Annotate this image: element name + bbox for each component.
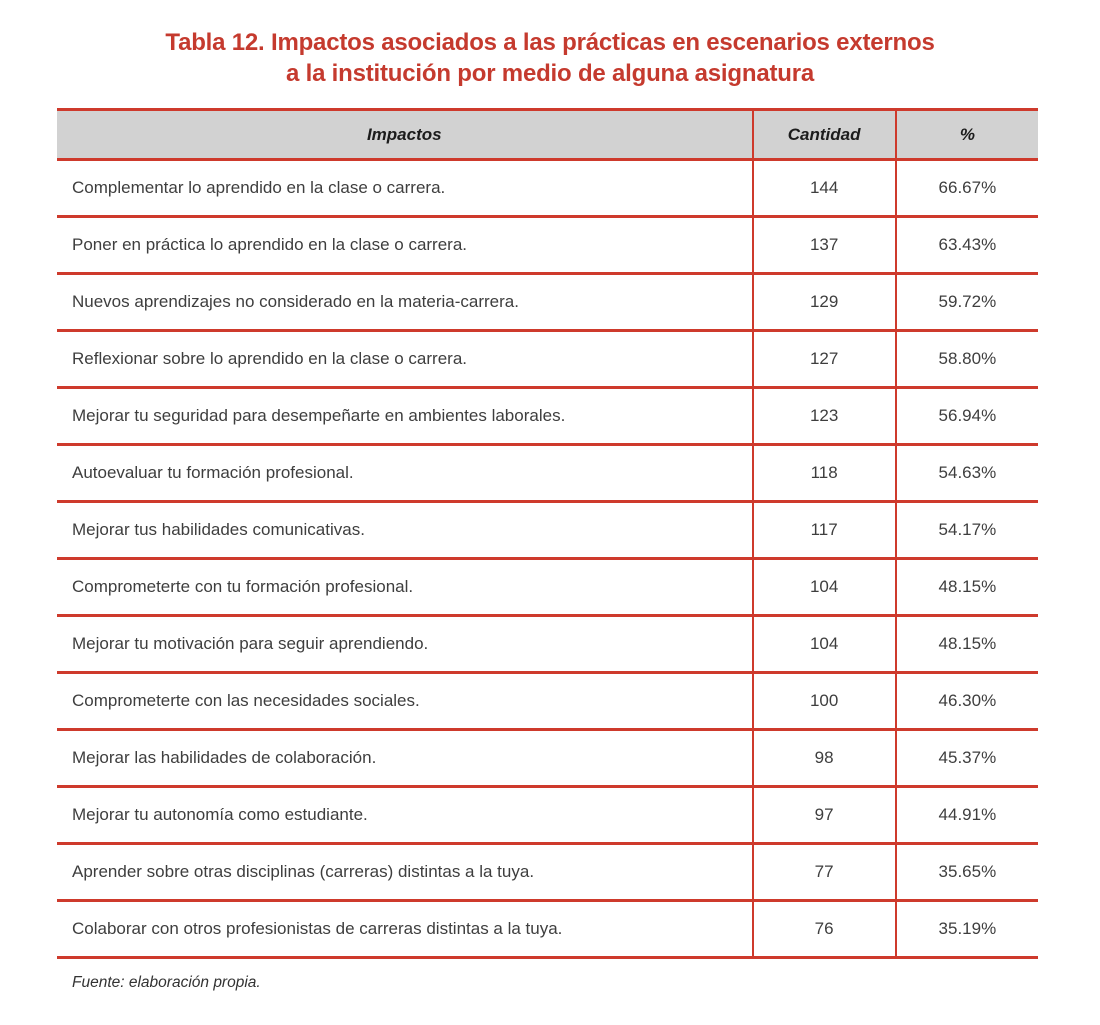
cantidad-cell: 127 (753, 331, 896, 388)
table-row (57, 559, 1038, 616)
percent-cell: 35.19% (896, 901, 1038, 958)
table-row (57, 502, 1038, 559)
percent-cell: 54.17% (896, 502, 1038, 559)
impact-cell: Comprometerte con las necesidades sociales. (57, 673, 753, 730)
table-title-line1: Tabla 12. Impactos asociados a las prácticas en escenarios externos (165, 29, 935, 56)
column-header-percent: % (896, 110, 1038, 160)
column-header-impactos: Impactos (57, 110, 753, 160)
cantidad-cell: 76 (753, 901, 896, 958)
table-row (57, 331, 1038, 388)
column-header-cantidad: Cantidad (753, 110, 896, 160)
impact-cell: Mejorar tu seguridad para desempeñarte en ambientes laborales. (57, 388, 753, 445)
percent-cell: 58.80% (896, 331, 1038, 388)
cantidad-cell: 98 (753, 730, 896, 787)
cantidad-cell: 117 (753, 502, 896, 559)
percent-cell: 63.43% (896, 217, 1038, 274)
impact-cell: Mejorar tu motivación para seguir aprendiendo. (57, 616, 753, 673)
cantidad-cell: 129 (753, 274, 896, 331)
percent-cell: 46.30% (896, 673, 1038, 730)
impact-cell: Autoevaluar tu formación profesional. (57, 445, 753, 502)
cantidad-cell: 137 (753, 217, 896, 274)
percent-cell: 54.63% (896, 445, 1038, 502)
impact-cell: Reflexionar sobre lo aprendido en la clase o carrera. (57, 331, 753, 388)
cantidad-cell: 144 (753, 160, 896, 217)
percent-cell: 48.15% (896, 616, 1038, 673)
cantidad-cell: 123 (753, 388, 896, 445)
impacts-table-container (57, 108, 1038, 959)
table-row (57, 673, 1038, 730)
table-row (57, 901, 1038, 958)
cantidad-cell: 118 (753, 445, 896, 502)
table-header-row (57, 110, 1038, 160)
cantidad-cell: 100 (753, 673, 896, 730)
table-row (57, 844, 1038, 901)
source-note: Fuente: elaboración propia. (72, 974, 261, 991)
page-title (0, 0, 1100, 89)
percent-cell: 48.15% (896, 559, 1038, 616)
table-row (57, 616, 1038, 673)
table-row (57, 274, 1038, 331)
cantidad-cell: 77 (753, 844, 896, 901)
percent-cell: 45.37% (896, 730, 1038, 787)
impact-cell: Mejorar tu autonomía como estudiante. (57, 787, 753, 844)
table-row (57, 445, 1038, 502)
cantidad-cell: 97 (753, 787, 896, 844)
table-row (57, 160, 1038, 217)
impact-cell: Mejorar tus habilidades comunicativas. (57, 502, 753, 559)
percent-cell: 35.65% (896, 844, 1038, 901)
table-title-line2: a la institución por medio de alguna asignatura (285, 60, 815, 87)
cantidad-cell: 104 (753, 616, 896, 673)
impact-cell: Aprender sobre otras disciplinas (carreras) distintas a la tuya. (57, 844, 753, 901)
cantidad-cell: 104 (753, 559, 896, 616)
impact-cell: Colaborar con otros profesionistas de carreras distintas a la tuya. (57, 901, 753, 958)
impact-cell: Nuevos aprendizajes no considerado en la materia-carrera. (57, 274, 753, 331)
table-row (57, 787, 1038, 844)
percent-cell: 66.67% (896, 160, 1038, 217)
percent-cell: 56.94% (896, 388, 1038, 445)
impact-cell: Comprometerte con tu formación profesional. (57, 559, 753, 616)
impact-cell: Poner en práctica lo aprendido en la clase o carrera. (57, 217, 753, 274)
percent-cell: 59.72% (896, 274, 1038, 331)
table-row (57, 730, 1038, 787)
impacts-table (57, 108, 1038, 959)
percent-cell: 44.91% (896, 787, 1038, 844)
table-row (57, 217, 1038, 274)
impact-cell: Complementar lo aprendido en la clase o carrera. (57, 160, 753, 217)
impact-cell: Mejorar las habilidades de colaboración. (57, 730, 753, 787)
table-row (57, 388, 1038, 445)
